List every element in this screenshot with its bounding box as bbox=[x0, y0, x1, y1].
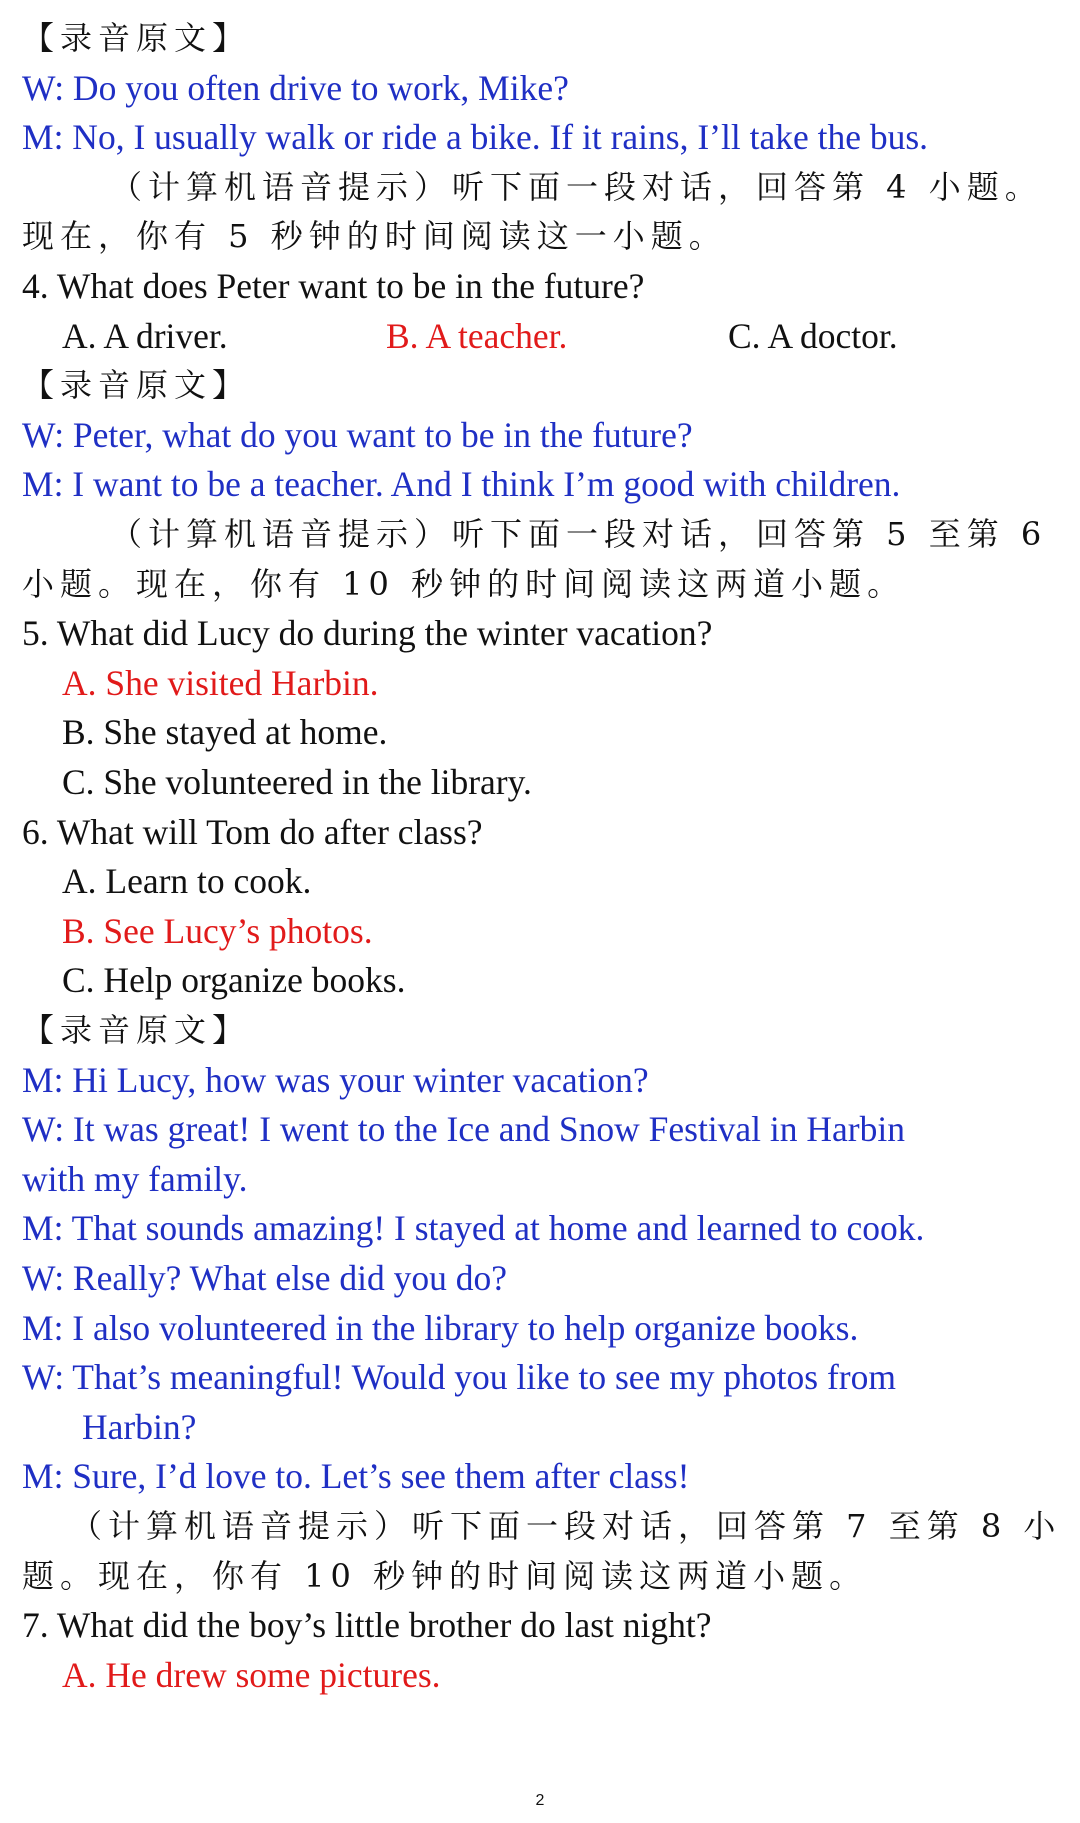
section-heading: 【录音原文】 bbox=[22, 19, 251, 57]
answer-option: B. A teacher. bbox=[386, 316, 568, 356]
answer-option: A. She visited Harbin. bbox=[62, 663, 379, 703]
answer-option: C. Help organize books. bbox=[62, 960, 406, 1000]
instruction-line: （计算机语音提示）听下面一段对话，回答第 4 小题。 bbox=[110, 168, 1043, 206]
question-line: 6. What will Tom do after class? bbox=[22, 812, 483, 852]
answer-option: A. Learn to cook. bbox=[62, 861, 312, 901]
answer-option: B. See Lucy’s photos. bbox=[62, 911, 373, 951]
instruction-line: （计算机语音提示）听下面一段对话，回答第 5 至第 6 bbox=[110, 515, 1048, 553]
dialogue-line: W: Peter, what do you want to be in the future? bbox=[22, 415, 693, 455]
dialogue-line: with my family. bbox=[22, 1159, 248, 1199]
dialogue-line: W: Really? What else did you do? bbox=[22, 1258, 508, 1298]
section-heading: 【录音原文】 bbox=[22, 366, 251, 404]
dialogue-line: M: Sure, I’d love to. Let’s see them after class! bbox=[22, 1456, 690, 1496]
page-number: 2 bbox=[535, 1792, 545, 1809]
dialogue-line: W: It was great! I went to the Ice and Snow Festival in Harbin bbox=[22, 1109, 905, 1149]
answer-option: A. He drew some pictures. bbox=[62, 1655, 441, 1695]
dialogue-line: M: That sounds amazing! I stayed at home and learned to cook. bbox=[22, 1208, 925, 1248]
instruction-line: 小题。现在，你有 10 秒钟的时间阅读这两道小题。 bbox=[22, 565, 906, 603]
instruction-line: 题。现在，你有 10 秒钟的时间阅读这两道小题。 bbox=[22, 1557, 868, 1595]
question-line: 7. What did the boy’s little brother do last night? bbox=[22, 1605, 712, 1645]
dialogue-line: W: That’s meaningful! Would you like to see my photos from bbox=[22, 1357, 896, 1397]
dialogue-line: Harbin? bbox=[82, 1407, 197, 1447]
dialogue-line: M: Hi Lucy, how was your winter vacation? bbox=[22, 1060, 649, 1100]
instruction-line: 现在，你有 5 秒钟的时间阅读这一小题。 bbox=[22, 217, 727, 255]
instruction-line: （计算机语音提示）听下面一段对话，回答第 7 至第 8 小 bbox=[70, 1507, 1062, 1545]
answer-option: B. She stayed at home. bbox=[62, 712, 388, 752]
answer-option: A. A driver. bbox=[62, 316, 228, 356]
answer-option: C. She volunteered in the library. bbox=[62, 762, 532, 802]
dialogue-line: M: I also volunteered in the library to help organize books. bbox=[22, 1308, 859, 1348]
answer-option: C. A doctor. bbox=[728, 316, 898, 356]
section-heading: 【录音原文】 bbox=[22, 1011, 251, 1049]
question-line: 5. What did Lucy do during the winter vacation? bbox=[22, 613, 713, 653]
dialogue-line: W: Do you often drive to work, Mike? bbox=[22, 68, 569, 108]
dialogue-line: M: I want to be a teacher. And I think I’m good with children. bbox=[22, 464, 901, 504]
dialogue-line: M: No, I usually walk or ride a bike. If it rains, I’ll take the bus. bbox=[22, 117, 929, 157]
question-line: 4. What does Peter want to be in the future? bbox=[22, 266, 645, 306]
